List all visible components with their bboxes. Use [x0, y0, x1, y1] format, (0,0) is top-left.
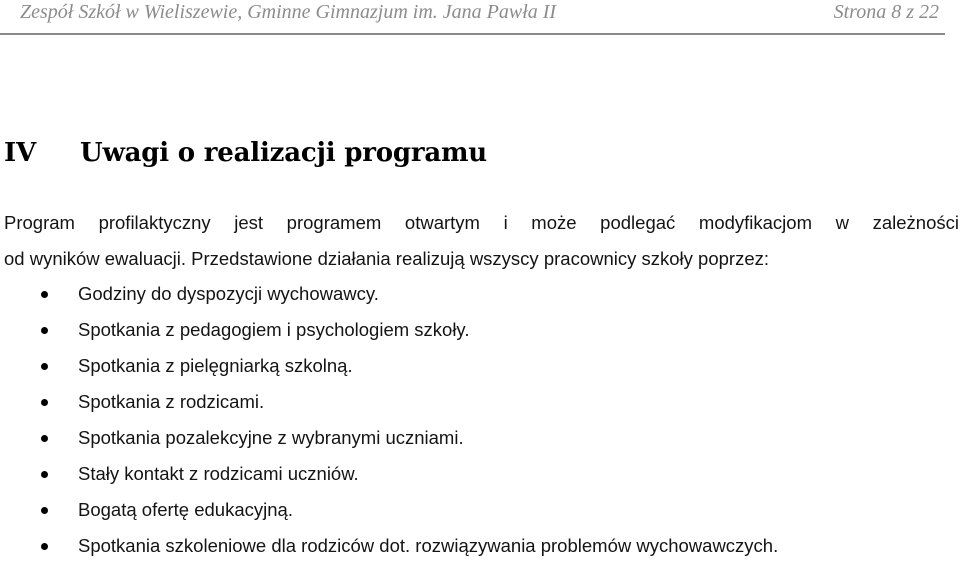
bullet-icon: [41, 471, 48, 478]
list-item-text: Bogatą ofertę edukacyjną.: [78, 499, 293, 520]
section-number: IV: [4, 138, 36, 168]
list-item-text: Spotkania z pielęgniarką szkolną.: [78, 355, 353, 376]
list-item-text: Godziny do dyspozycji wychowawcy.: [78, 283, 379, 304]
page-header: [0, 0, 945, 35]
list-item-text: Spotkania z rodzicami.: [78, 391, 265, 412]
list-item: [0, 384, 950, 420]
intro-paragraph: [4, 205, 959, 277]
bullet-icon: [41, 291, 48, 298]
bullet-icon: [41, 507, 48, 514]
header-school-name: Zespół Szkół w Wieliszewie, Gminne Gimnazjum im. Jana Pawła II: [20, 1, 557, 23]
paragraph-line-2: od wyników ewaluacji. Przedstawione działania realizują wszyscy pracownicy szkoły poprzez:: [4, 248, 769, 269]
bullet-icon: [41, 543, 48, 550]
bullet-icon: [41, 327, 48, 334]
list-item: [0, 456, 950, 492]
list-item-text: Spotkania szkoleniowe dla rodziców dot. rozwiązywania problemów wychowawczych.: [78, 535, 779, 556]
activities-list: [0, 276, 950, 564]
list-item-text: Stały kontakt z rodzicami uczniów.: [78, 463, 359, 484]
paragraph-line-1: Program profilaktyczny jest programem otwartym i może podlegać modyfikacjom w zależności: [4, 212, 959, 233]
section-heading: [4, 136, 487, 170]
list-item-text: Spotkania pozalekcyjne z wybranymi uczniami.: [78, 427, 464, 448]
section-title: Uwagi o realizacji programu: [80, 138, 487, 168]
list-item: [0, 492, 950, 528]
list-item: [0, 276, 950, 312]
bullet-icon: [41, 399, 48, 406]
list-item: [0, 420, 950, 456]
list-item: [0, 348, 950, 384]
list-item-text: Spotkania z pedagogiem i psychologiem szkoły.: [78, 319, 470, 340]
list-item: [0, 312, 950, 348]
header-page-number: Strona 8 z 22: [833, 1, 939, 23]
bullet-icon: [41, 435, 48, 442]
list-item: [0, 528, 950, 564]
bullet-icon: [41, 363, 48, 370]
